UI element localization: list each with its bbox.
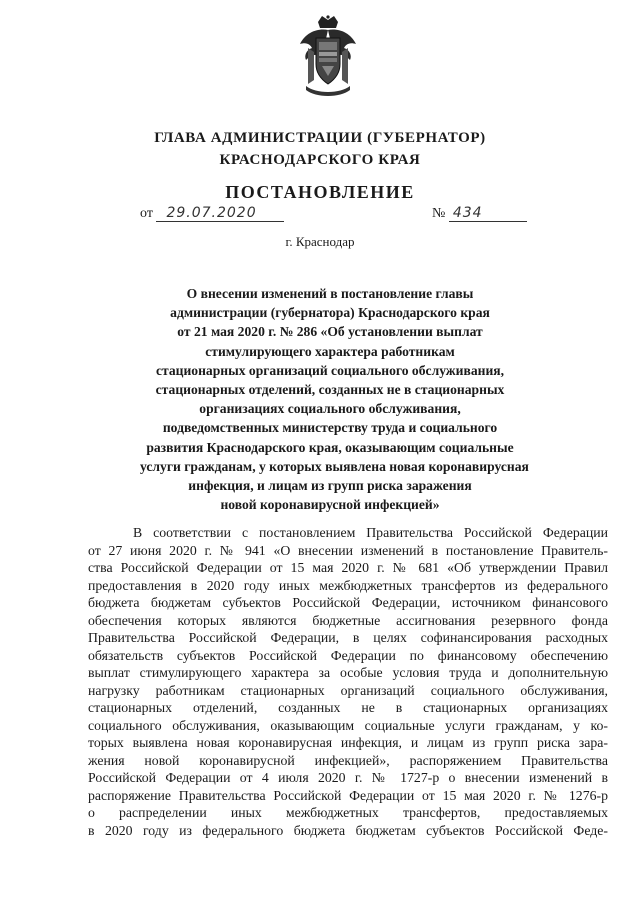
body-line: обеспечения которых являются бюджетные ассигнования резервного фонда bbox=[88, 612, 608, 628]
number-prefix: № bbox=[432, 206, 446, 221]
body-line: предоставления в 2020 году иных межбюджетных трансфертов из федерального bbox=[88, 577, 608, 593]
date-field bbox=[140, 205, 284, 222]
title-line: инфекция, и лицам из групп риска заражения bbox=[188, 478, 472, 494]
body-line: торых выявлена новая коронавирусная инфекция, и лицам из групп риска зара- bbox=[88, 735, 608, 750]
date-prefix: от bbox=[140, 206, 153, 221]
resolution-title bbox=[140, 284, 529, 514]
number-value: 434 bbox=[452, 205, 483, 221]
body-line: обязательств субъектов Российской Федерации по финансовому обеспечению bbox=[88, 647, 608, 663]
city: г. Краснодар bbox=[285, 234, 355, 249]
issuing-authority-line1: ГЛАВА АДМИНИСТРАЦИИ (ГУБЕРНАТОР) bbox=[154, 130, 486, 146]
title-line: развития Краснодарского края, оказывающим социальные bbox=[146, 439, 514, 455]
title-line: стационарных отделений, созданных не в стационарных bbox=[155, 382, 505, 398]
body-line: социального обслуживания, оказывающим социальные услуги гражданам, у ко- bbox=[88, 717, 608, 733]
title-line: подведомственных министерству труда и социального bbox=[162, 420, 498, 436]
body-line: ства Российской Федерации от 15 мая 2020 г. № 681 «Об утверждении Правил bbox=[88, 560, 608, 575]
body-line: жения новой коронавирусной инфекцией», распоряжением Правительства bbox=[88, 752, 608, 768]
title-line: стационарных организаций социального обслуживания, bbox=[155, 362, 505, 378]
title-line: услуги гражданам, у которых выявлена новая коронавирусная bbox=[140, 458, 529, 474]
body-line: нагрузку работникам стационарных организаций социального обслуживания, bbox=[88, 682, 608, 698]
title-line: О внесении изменений в постановление главы bbox=[186, 286, 474, 301]
document-type: ПОСТАНОВЛЕНИЕ bbox=[225, 182, 415, 202]
title-line: стимулирующего характера работникам bbox=[205, 343, 455, 359]
body-line: в 2020 году из федерального бюджета бюджетам субъектов Российской Феде- bbox=[88, 822, 608, 838]
body-line: выплат стимулирующего характера за особые условия труда и дополнительную bbox=[88, 665, 608, 680]
body-line: стационарных отделений, созданных не в стационарных организациях bbox=[88, 700, 608, 715]
body-line: В соответствии с постановлением Правительства Российской Федерации bbox=[133, 525, 608, 540]
title-line: новой коронавирусной инфекцией» bbox=[220, 497, 440, 513]
body-line: о распределении иных межбюджетных трансфертов, предоставляемых bbox=[88, 805, 608, 820]
body-line: от 27 июня 2020 г. № 941 «О внесении изменений в постановление Правитель- bbox=[88, 542, 608, 558]
body-line: Российской Федерации от 4 июля 2020 г. № 1727-р о внесении изменений в bbox=[88, 770, 608, 785]
title-line: от 21 мая 2020 г. № 286 «Об установлении выплат bbox=[177, 324, 483, 340]
body-line: распоряжение Правительства Российской Федерации от 15 мая 2020 г. № 1276-р bbox=[88, 787, 608, 803]
body-line: Правительства Российской Федерации, в целях софинансирования расходных bbox=[88, 630, 608, 645]
issuing-authority-line2: КРАСНОДАРСКОГО КРАЯ bbox=[219, 152, 421, 168]
body-line: бюджета бюджетам субъектов Российской Федерации, источником финансового bbox=[88, 595, 608, 610]
date-value: 29.07.2020 bbox=[166, 205, 257, 221]
number-field bbox=[432, 205, 527, 222]
krasnodar-coat-of-arms-icon bbox=[296, 14, 360, 100]
body-paragraph bbox=[88, 524, 608, 839]
title-line: организациях социального обслуживания, bbox=[199, 401, 461, 417]
title-line: администрации (губернатора) Краснодарского края bbox=[170, 305, 490, 321]
